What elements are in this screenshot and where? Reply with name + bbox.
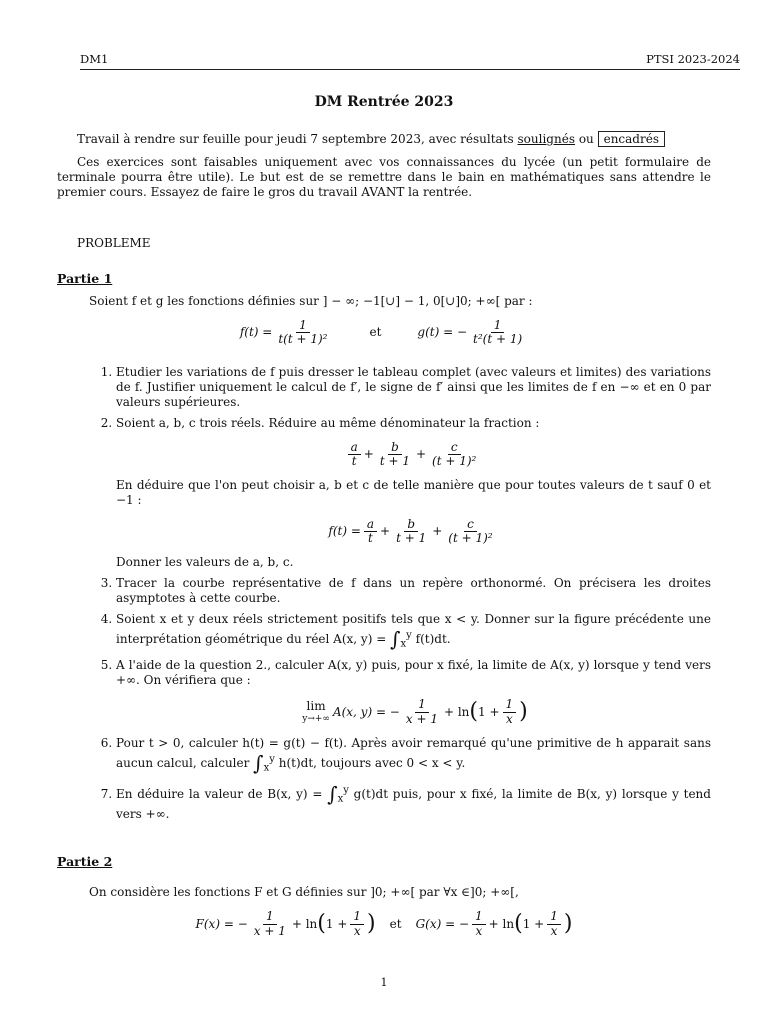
frac-c-2 <box>445 518 495 545</box>
instructions-text: Travail à rendre sur feuille pour jeudi 7 septembre 2023, avec résultats <box>77 131 514 146</box>
f-def-lhs: f(t) = <box>239 325 273 340</box>
boxed-word: encadrés <box>598 131 665 147</box>
frac-c <box>429 441 479 468</box>
question-2 <box>116 416 711 571</box>
frac-c2-den: (t + 1)² <box>448 531 493 546</box>
q5-lhs: A(x, y) = − <box>332 704 400 719</box>
document-title: DM Rentrée 2023 <box>314 94 454 110</box>
g-def-den: t²(t + 1) <box>473 332 523 347</box>
frac-a-2 <box>364 518 377 545</box>
f-def-num: 1 <box>296 319 310 333</box>
q2-decomposition: f(t) = $\frac{a}{t}$ + $\frac{b}{t + 1}$ + $\frac{c}{\text{(t + 1)²}}$ <box>116 518 711 545</box>
partie-2-definitions <box>57 910 711 938</box>
left-paren: ( <box>469 699 478 725</box>
F-frac2-den: x <box>353 923 361 938</box>
lim-word: lim <box>306 698 326 713</box>
F-ln: + ln <box>291 916 318 931</box>
q4-text-a: Soient x et y deux réels strictement positifs tels que x < y. Donner sur la figure précédente une interprétation géométrique du réel A(x, y) = <box>116 612 711 647</box>
q2-text-a: Soient a, b, c trois réels. Réduire au même dénominateur la fraction : <box>116 415 540 430</box>
q5-frac-num: 1 <box>415 698 429 712</box>
q7-text-b: g(t)dt puis, pour x fixé, la limite de B(x, y) lorsque y tend vers +∞. <box>116 786 711 821</box>
int-lower: x <box>263 762 270 774</box>
frac-a2-num: a <box>364 518 377 532</box>
q5-frac <box>403 698 441 725</box>
int-upper: y <box>343 784 349 796</box>
right-paren: ) <box>367 911 376 937</box>
and-word-2: et <box>389 916 402 931</box>
page-number: 1 <box>380 976 388 989</box>
question-7 <box>116 782 711 822</box>
frac-b-num: b <box>388 441 402 455</box>
question-list <box>57 365 711 822</box>
G-frac-2 <box>547 910 561 937</box>
question-6 <box>116 736 711 776</box>
question-4 <box>116 612 711 652</box>
frac-a <box>348 441 361 468</box>
G-lhs: G(x) = − <box>415 916 470 931</box>
probleme-heading: PROBLEME <box>77 235 151 250</box>
G-inner: 1 + <box>522 916 545 931</box>
question-3: 3. Tracer la courbe représentative de f dans un repère orthonormé. On précisera les droites asymptotes à cette courbe. <box>116 576 711 606</box>
q5-limit-equation <box>116 698 711 726</box>
q5-inner: 1 + <box>478 704 500 719</box>
right-paren: ) <box>563 911 573 937</box>
question-1: 1. Etudier les variations de f puis dresser le tableau complet (avec valeurs et limites) des variations de f. Justifier uniquement le calcul de f′, le signe de f′ ainsi que les limites de f en −∞ et en 0 par valeurs supérieures. <box>116 365 711 410</box>
underlined-word: soulignés <box>517 131 575 146</box>
frac-b2-num: b <box>404 518 418 532</box>
q2-text-b: En déduire que l'on peut choisir a, b et c de telle manière que pour toutes valeurs de t sauf 0 et −1 : <box>116 477 711 507</box>
F-frac-den: x + 1 <box>253 923 286 938</box>
frac-c-num: c <box>448 441 461 455</box>
lim-sub: y→+∞ <box>302 713 330 724</box>
q4-text-b: f(t)dt. <box>415 632 451 647</box>
int-upper: y <box>406 630 412 642</box>
frac-b2-den: t + 1 <box>396 531 427 546</box>
q5-ln: + ln <box>443 704 470 719</box>
g-def-lhs: g(t) = − <box>417 325 468 340</box>
partie-1-title: Partie 1 <box>57 270 113 286</box>
integral-sign: ∫ <box>253 750 264 775</box>
document-body <box>57 94 711 948</box>
left-paren: ( <box>317 911 326 937</box>
left-paren: ( <box>514 911 523 937</box>
or-word: ou <box>578 131 594 146</box>
f-def-fraction <box>275 319 330 346</box>
q6-text-b: h(t)dt, toujours avec 0 < x < y. <box>278 755 466 770</box>
G-frac <box>472 910 486 937</box>
q2-text-c: Donner les valeurs de a, b, c. <box>116 555 294 570</box>
instructions <box>57 132 711 147</box>
q5-frac2-den: x <box>505 711 513 726</box>
frac-c-den: (t + 1)² <box>432 453 477 468</box>
f-def-den: t(t + 1)² <box>278 332 328 347</box>
int-lower: x <box>337 793 344 805</box>
integral-sign: ∫ <box>390 627 401 652</box>
frac-b-den: t + 1 <box>379 453 410 468</box>
q5-frac2-num: 1 <box>503 698 517 712</box>
partie-2-title: Partie 2 <box>57 853 113 869</box>
frac-a-num: a <box>348 441 361 455</box>
q6-text-a: Pour t > 0, calculer h(t) = g(t) − f(t). Après avoir remarqué qu'une primitive de h apparait sans aucun calcul, calculer <box>116 735 711 770</box>
limit-operator <box>302 699 330 725</box>
frac-a-den: t <box>351 453 357 468</box>
F-frac-num: 1 <box>263 910 277 924</box>
G-ln: + ln <box>488 916 515 931</box>
G-frac2-num: 1 <box>547 910 561 924</box>
F-frac <box>251 910 289 937</box>
and-word: et <box>369 325 382 340</box>
F-frac-2 <box>350 910 364 937</box>
definition-equation <box>57 319 711 346</box>
F-frac2-num: 1 <box>350 910 364 924</box>
int-upper: y <box>269 753 275 765</box>
frac-a2-den: t <box>368 531 373 546</box>
q7-text-a: En déduire la valeur de B(x, y) = <box>116 786 323 801</box>
question-5 <box>116 658 711 726</box>
partie-2-intro: On considère les fonctions F et G définies sur ]0; +∞[ par ∀x ∈]0; +∞[, <box>89 885 519 900</box>
F-inner: 1 + <box>325 916 348 931</box>
F-lhs: F(x) = − <box>195 916 248 931</box>
int-lower: x <box>400 638 407 650</box>
header-left: DM1 <box>80 52 109 66</box>
q5-frac-2 <box>503 698 517 725</box>
page-header <box>80 52 740 70</box>
G-frac2-den: x <box>550 923 558 938</box>
integral-sign: ∫ <box>327 781 338 806</box>
q5-frac-den: x + 1 <box>405 711 438 726</box>
header-right: PTSI 2023-2024 <box>646 52 740 66</box>
G-frac-num: 1 <box>472 910 486 924</box>
frac-c2-num: c <box>464 518 477 532</box>
frac-b-2 <box>393 518 429 545</box>
q5-text-a: A l'aide de la question 2., calculer A(x, y) puis, pour x fixé, la limite de A(x, y) lorsque y tend vers +∞. On vérifiera que : <box>116 658 711 688</box>
G-frac-den: x <box>475 923 483 938</box>
frac-b <box>377 441 413 468</box>
partie-1-intro: Soient f et g les fonctions définies sur ] − ∞; −1[∪] − 1, 0[∪]0; +∞[ par : <box>89 294 533 309</box>
q2-fraction-sum: $\frac{a}{t}$ + $\frac{b}{t + 1}$ + $\frac{c}{\text{(t + 1)²}}$ <box>116 441 711 468</box>
right-paren: ) <box>519 699 528 725</box>
g-def-num: 1 <box>491 319 505 333</box>
intro-paragraph: Ces exercices sont faisables uniquement avec vos connaissances du lycée (un petit formulaire de terminale pourra être utile). Le but est de se remettre dans le bain en mathématiques sans attendre le premier cours. Essayez de faire le gros du travail AVANT la rentrée. <box>57 154 711 199</box>
ft-lhs: f(t) = <box>328 524 361 539</box>
g-def-fraction <box>470 319 525 346</box>
